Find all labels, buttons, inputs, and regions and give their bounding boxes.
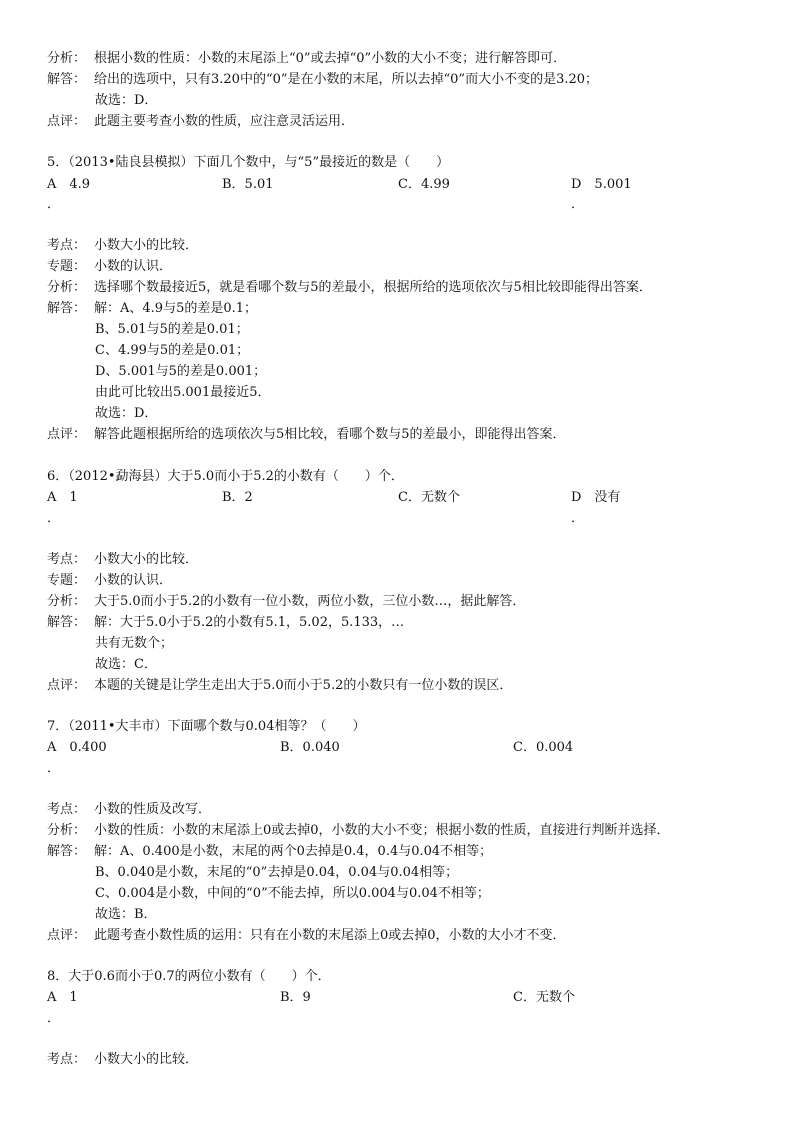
- q5-answer-line: 由此可比较出5.001最接近5．: [95, 385, 271, 400]
- q7-dot-a: ．: [47, 761, 61, 776]
- q7-option-b: B．0.040: [280, 740, 340, 755]
- q5-zhuanti-text: 小数的认识．: [94, 259, 173, 274]
- label-kaodian: 考点：: [47, 238, 87, 253]
- q7-kaodian-text: 小数的性质及改写．: [94, 802, 212, 817]
- q8-stem: 8．大于0.6而小于0.7的两位小数有（ ）个．: [47, 969, 331, 984]
- top-answer-text: 给出的选项中，只有3.20中的“0”是在小数的末尾，所以去掉“0”而大小不变的是3.20；: [94, 72, 599, 87]
- q7-answer-line: C、0.004是小数，中间的“0”不能去掉，所以0.004与0.04不相等；: [95, 886, 490, 901]
- q6-option-d: D 没有: [571, 490, 621, 505]
- label-comment: 点评：: [47, 678, 87, 693]
- q8-option-c: C．无数个: [513, 990, 575, 1005]
- q7-analysis-text: 小数的性质：小数的末尾添上0或去掉0，小数的大小不变；根据小数的性质，直接进行判断并选择．: [94, 823, 670, 838]
- q7-stem: 7．（2011•大丰市）下面哪个数与0.04相等？（ ）: [47, 719, 366, 734]
- q7-comment-text: 此题考查小数性质的运用：只有在小数的末尾添上0或去掉0，小数的大小才不变．: [94, 928, 566, 943]
- top-comment-text: 此题主要考查小数的性质，应注意灵活运用．: [94, 114, 355, 129]
- q8-kaodian-text: 小数大小的比较．: [94, 1052, 199, 1067]
- label-analysis: 分析：: [47, 280, 87, 295]
- q8-option-b: B．9: [280, 990, 311, 1005]
- q8-dot-a: ．: [47, 1011, 61, 1026]
- q6-option-b: B．2: [222, 490, 253, 505]
- label-kaodian: 考点：: [47, 1052, 87, 1067]
- label-comment: 点评：: [47, 928, 87, 943]
- label-answer: 解答：: [47, 301, 87, 316]
- q6-answer-line: 解：大于5.0小于5.2的小数有5.1，5.02，5.133，…: [94, 615, 405, 630]
- q7-answer-line: 解：A、0.400是小数，末尾的两个0去掉是0.4，0.4与0.04不相等；: [94, 844, 493, 859]
- q7-answer-line: 故选：B．: [95, 907, 157, 922]
- q8-option-a: A 1: [47, 990, 78, 1005]
- q6-option-a: A 1: [47, 490, 78, 505]
- q5-dot-d: ．: [571, 197, 585, 212]
- q5-option-b: B．5.01: [222, 177, 274, 192]
- q5-stem: 5．（2013•陆良县模拟）下面几个数中，与“5”最接近的数是（ ）: [47, 155, 450, 170]
- label-comment: 点评：: [47, 114, 87, 129]
- q6-dot-d: ．: [571, 511, 585, 526]
- q6-dot-a: ．: [47, 511, 61, 526]
- q7-answer-line: B、0.040是小数，末尾的“0”去掉是0.04，0.04与0.04相等；: [95, 865, 459, 880]
- q6-analysis-text: 大于5.0而小于5.2的小数有一位小数，两位小数，三位小数…，据此解答．: [94, 594, 526, 609]
- label-kaodian: 考点：: [47, 802, 87, 817]
- q5-answer-line: 故选：D．: [95, 406, 158, 421]
- q5-answer-line: C、4.99与5的差是0.01；: [95, 343, 250, 358]
- q5-answer-line: D、5.001与5的差是0.001；: [95, 364, 267, 379]
- q6-option-c: C．无数个: [398, 490, 460, 505]
- q5-kaodian-text: 小数大小的比较．: [94, 238, 199, 253]
- q7-option-c: C．0.004: [513, 740, 574, 755]
- q5-option-d: D 5.001: [571, 177, 632, 192]
- q6-zhuanti-text: 小数的认识．: [94, 573, 173, 588]
- label-answer: 解答：: [47, 72, 87, 87]
- top-choice-text: 故选：D．: [95, 93, 158, 108]
- q5-answer-line: B、5.01与5的差是0.01；: [95, 322, 249, 337]
- label-zhuanti: 专题：: [47, 259, 87, 274]
- top-analysis-text: 根据小数的性质：小数的末尾添上“0”或去掉“0”小数的大小不变；进行解答即可．: [94, 51, 567, 66]
- q5-comment-text: 解答此题根据所给的选项依次与5相比较，看哪个数与5的差最小，即能得出答案．: [94, 427, 566, 442]
- label-zhuanti: 专题：: [47, 573, 87, 588]
- q6-stem: 6．（2012•勐海县）大于5.0而小于5.2的小数有（ ）个．: [47, 469, 404, 484]
- label-analysis: 分析：: [47, 51, 87, 66]
- label-kaodian: 考点：: [47, 552, 87, 567]
- q5-dot-a: ．: [47, 197, 61, 212]
- q6-kaodian-text: 小数大小的比较．: [94, 552, 199, 567]
- q5-option-c: C．4.99: [398, 177, 450, 192]
- q5-answer-line: 解：A、4.9与5的差是0.1；: [94, 301, 258, 316]
- label-comment: 点评：: [47, 427, 87, 442]
- q6-answer-line: 故选：C．: [95, 657, 157, 672]
- q7-option-a: A 0.400: [47, 740, 107, 755]
- q5-analysis-text: 选择哪个数最接近5，就是看哪个数与5的差最小，根据所给的选项依次与5相比较即能得出答案．: [94, 280, 652, 295]
- label-answer: 解答：: [47, 615, 87, 630]
- q6-comment-text: 本题的关键是让学生走出大于5.0而小于5.2的小数只有一位小数的误区．: [94, 678, 513, 693]
- label-analysis: 分析：: [47, 823, 87, 838]
- q6-answer-line: 共有无数个；: [95, 636, 174, 651]
- label-analysis: 分析：: [47, 594, 87, 609]
- q5-option-a: A 4.9: [47, 177, 91, 192]
- label-answer: 解答：: [47, 844, 87, 859]
